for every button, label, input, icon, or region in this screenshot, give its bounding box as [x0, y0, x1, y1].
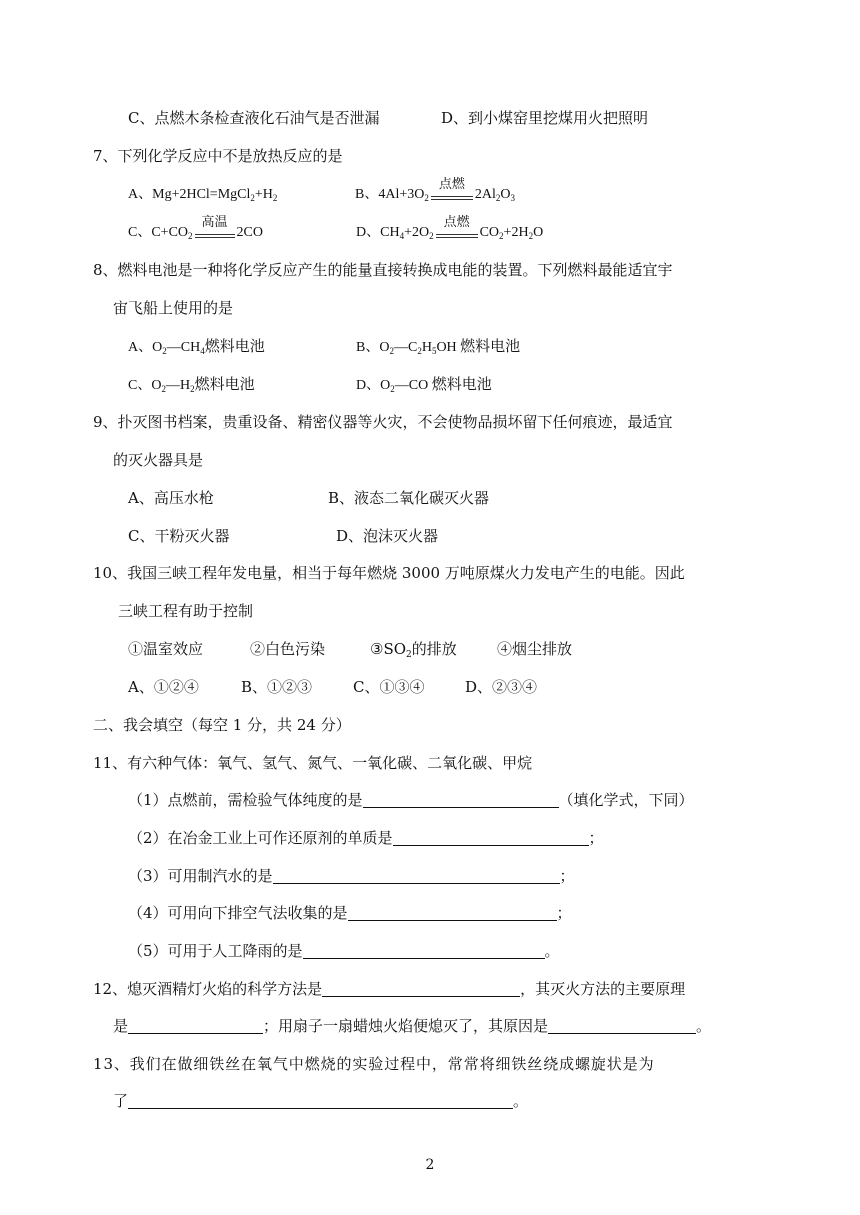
q10-option-c: C、①③④ — [353, 678, 425, 696]
condition-hightemp-text: 高温 — [201, 214, 228, 229]
answer-blank[interactable] — [303, 943, 545, 959]
q7-option-c: C、$C+CO_2$ 高温 2CO — [128, 214, 263, 241]
q11-stem: 11、有六种气体：氧气、氢气、氮气、一氧化碳、二氧化碳、甲烷 — [93, 754, 533, 772]
q12-line2-mid: ；用扇子一扇蜡烛火焰便熄灭了，其原因是 — [263, 1017, 549, 1035]
q10-item-4: ④烟尘排放 — [497, 640, 573, 658]
q11-part-1 — [128, 790, 694, 810]
q7-c-label: C、 — [128, 225, 152, 240]
q11-part-5-text: （5）可用于人工降雨的是 — [128, 942, 303, 960]
q11-part-4 — [128, 903, 572, 923]
condition-ignite-mark — [431, 176, 473, 200]
q10-stem-line1: 10、我国三峡工程年发电量，相当于每年燃烧 3000 万吨原煤火力发电产生的电能。因此 — [93, 564, 685, 582]
q7-option-a: A、$Mg+2HCl=MgCl_2+H_2$ — [128, 187, 278, 203]
condition-ignite-text: 点燃 — [438, 176, 465, 191]
q7-option-d: D、$CH_4+2O_2$ 点燃 $CO_2+2H_2O$ — [356, 214, 544, 241]
answer-blank[interactable] — [393, 830, 589, 846]
q11-part-3-text: （3）可用制汽水的是 — [128, 867, 273, 885]
q8-c-label: C、 — [128, 378, 152, 393]
q12-line1-pre: 12、熄灭酒精灯火焰的科学方法是 — [93, 980, 323, 998]
q9-option-a: A、高压水枪 — [128, 489, 214, 507]
q11-part-4-text: （4）可用向下排空气法收集的是 — [128, 904, 348, 922]
q13-line2-period: 。 — [513, 1092, 529, 1110]
q11-part-2-text: （2）在冶金工业上可作还原剂的单质是 — [128, 829, 393, 847]
q12-line1-post: ，其灭火方法的主要原理 — [520, 980, 686, 998]
q8-option-d: D、$O_2—CO$ 燃料电池 — [356, 375, 492, 394]
q11-part-4-semicolon: ； — [556, 904, 572, 922]
q7-stem: 7、下列化学反应中不是放热反应的是 — [93, 147, 343, 165]
q10-option-a: A、①②④ — [128, 678, 199, 696]
q11-part-3 — [128, 866, 575, 886]
q12-line2-period: 。 — [696, 1017, 712, 1035]
q7-option-b: B、$4Al+3O_2$ 点燃 $2Al_2O_3$ — [355, 176, 515, 203]
q10-stem-line2: 三峡工程有助于控制 — [118, 602, 254, 620]
q8-a-suffix: 燃料电池 — [204, 337, 265, 355]
q10-item-1: ①温室效应 — [128, 640, 204, 658]
q12-line1 — [93, 979, 685, 999]
q8-b-suffix: 燃料电池 — [460, 337, 521, 355]
q7-a-label: A、 — [128, 187, 153, 202]
q9-stem-line2: 的灭火器具是 — [113, 451, 204, 469]
q10-option-d: D、②③④ — [465, 678, 538, 696]
answer-blank[interactable] — [548, 1018, 696, 1034]
q8-option-b: B、$O_2—C_2H_5OH$ 燃料电池 — [356, 337, 521, 356]
page-number: 2 — [425, 1157, 435, 1173]
q10-item-3-pre: ③SO — [370, 640, 407, 658]
answer-blank[interactable] — [128, 1018, 263, 1034]
q6-option-c: C、点燃木条检查液化石油气是否泄漏 — [128, 109, 380, 127]
q9-option-d: D、泡沫灭火器 — [336, 527, 439, 545]
q10-option-b: B、①②③ — [241, 678, 313, 696]
q9-stem-line1: 9、扑灭图书档案，贵重设备、精密仪器等火灾，不会使物品损坏留下任何痕迹，最适宜 — [93, 413, 673, 431]
q12-line2 — [113, 1016, 711, 1036]
answer-blank[interactable] — [348, 905, 557, 921]
q7-b-label: B、 — [355, 187, 379, 202]
q8-option-a: A、$O_2—CH_4$燃料电池 — [128, 337, 265, 356]
q6-option-d: D、到小煤窑里挖煤用火把照明 — [441, 109, 649, 127]
q11-part-1-text: （1）点燃前，需检验气体纯度的是 — [128, 791, 363, 809]
q11-part-1-tail: （填化学式，下同） — [558, 791, 694, 809]
q11-part-5 — [128, 941, 560, 961]
q11-part-5-period: 。 — [544, 942, 560, 960]
answer-blank[interactable] — [128, 1093, 513, 1109]
q8-d-label: D、 — [356, 378, 381, 393]
q12-line2-pre: 是 — [113, 1017, 129, 1035]
q8-d-suffix: 燃料电池 — [431, 375, 492, 393]
q13-line1: 13、我们在做细铁丝在氧气中燃烧的实验过程中，常常将细铁丝绕成螺旋状是为 — [93, 1055, 655, 1073]
q11-part-3-semicolon: ； — [559, 867, 575, 885]
condition-ignite-text: 点燃 — [443, 214, 470, 229]
q11-part-2 — [128, 828, 604, 848]
condition-ignite-mark — [436, 214, 478, 238]
q10-item-3-post: 的排放 — [411, 640, 457, 658]
q10-item-3: $③SO_2$的排放 — [370, 640, 457, 660]
q11-part-2-semicolon: ； — [588, 829, 604, 847]
q10-item-2: ②白色污染 — [250, 640, 326, 658]
q8-c-suffix: 燃料电池 — [194, 375, 255, 393]
answer-blank[interactable] — [322, 981, 520, 997]
q9-option-b: B、液态二氧化碳灭火器 — [328, 489, 490, 507]
q9-option-c: C、干粉灭火器 — [128, 527, 230, 545]
answer-blank[interactable] — [273, 868, 560, 884]
q8-option-c: C、$O_2—H_2$燃料电池 — [128, 375, 255, 394]
q7-d-label: D、 — [356, 225, 381, 240]
answer-blank[interactable] — [363, 792, 559, 808]
q13-line2-pre: 了 — [113, 1092, 129, 1110]
q8-a-label: A、 — [128, 340, 153, 355]
q8-stem-line1: 8、燃料电池是一种将化学反应产生的能量直接转换成电能的装置。下列燃料最能适宜宇 — [93, 261, 673, 279]
section-2-title: 二、我会填空（每空 1 分，共 24 分） — [93, 716, 351, 734]
q8-b-label: B、 — [356, 340, 380, 355]
q13-line2 — [113, 1091, 528, 1111]
q8-stem-line2: 宙飞船上使用的是 — [113, 299, 234, 317]
condition-hightemp-mark — [195, 214, 235, 238]
